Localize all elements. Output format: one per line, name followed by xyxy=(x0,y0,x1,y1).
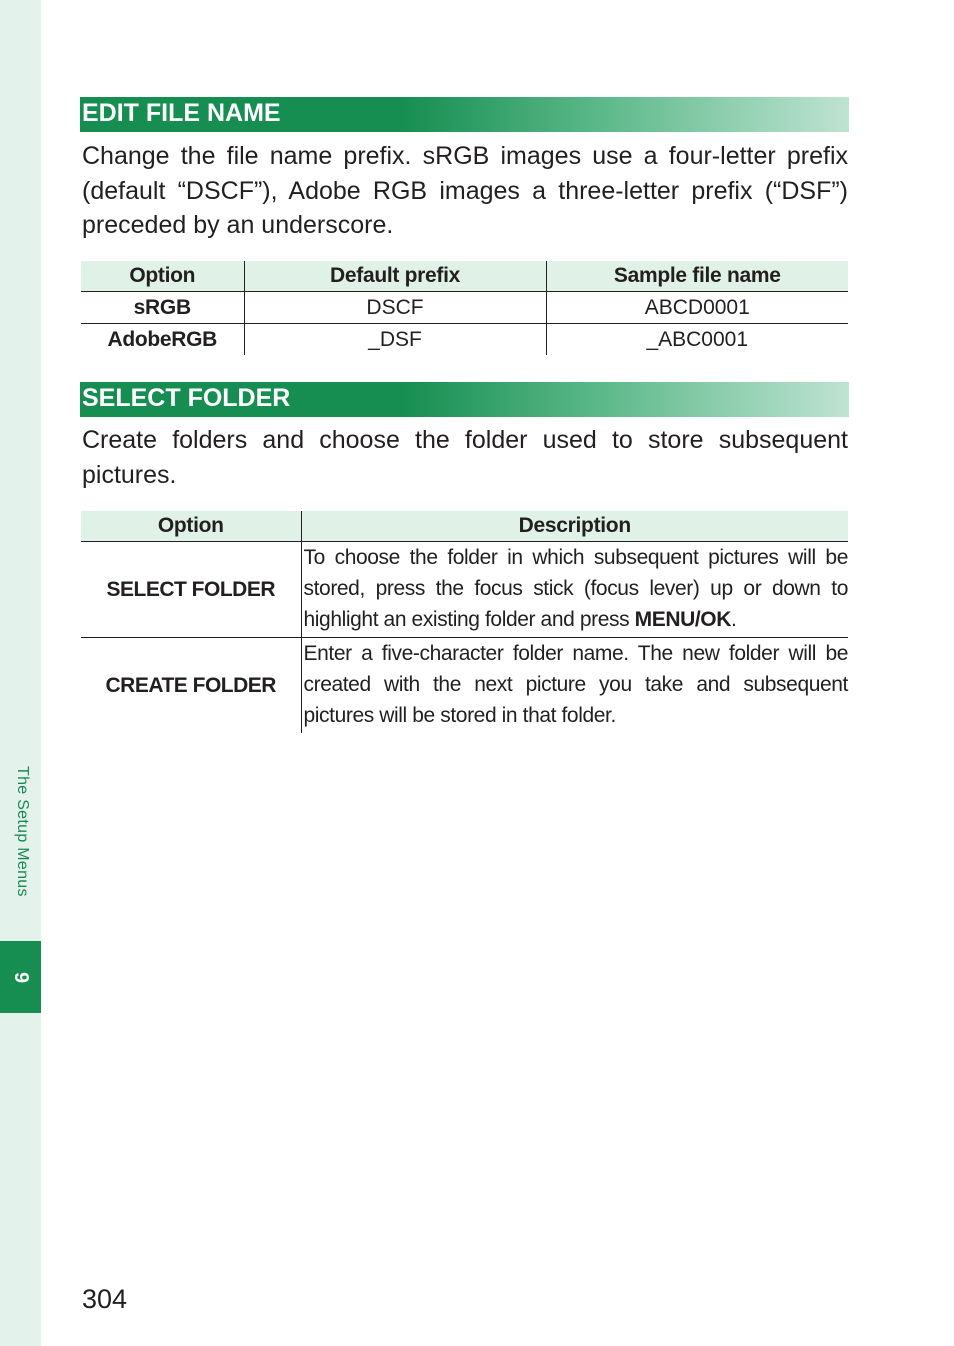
sample-cell: _ABC0001 xyxy=(546,324,848,356)
section-heading-edit-file-name: EDIT FILE NAME xyxy=(80,97,849,132)
column-header: Option xyxy=(81,261,244,292)
option-cell: SELECT FOLDER xyxy=(106,577,275,601)
description-cell xyxy=(301,638,848,734)
column-header: Description xyxy=(301,511,848,542)
table-row xyxy=(81,542,848,638)
section-heading-select-folder: SELECT FOLDER xyxy=(80,382,849,417)
page-number: 304 xyxy=(82,1284,128,1314)
option-cell: sRGB xyxy=(133,295,191,319)
prefix-table xyxy=(81,261,848,355)
chapter-tab xyxy=(0,941,41,1013)
description-text: To choose the folder in which subsequent pictures will be stored, press the focus stick (focus lever) up or down to highlight an existing folder and press xyxy=(303,546,848,631)
option-cell: CREATE FOLDER xyxy=(81,638,301,734)
sample-cell: ABCD0001 xyxy=(546,292,848,324)
edit-file-name-description: Change the file name prefix. sRGB images use a four-letter prefix (default “DSCF”), Adobe RGB images a three-letter prefix (“DSF”) preceded by an underscore. xyxy=(82,142,848,239)
table-header-row xyxy=(81,261,848,292)
table-header-row xyxy=(81,511,848,542)
chapter-section-label: The Setup Menus xyxy=(14,766,31,897)
description-cell xyxy=(301,542,848,638)
column-header: Option xyxy=(81,511,301,542)
chapter-number: 9 xyxy=(10,971,32,983)
option-cell: AdobeRGB xyxy=(81,324,244,356)
table-row xyxy=(81,292,848,324)
prefix-cell: _DSF xyxy=(244,324,546,356)
table-row xyxy=(81,324,848,356)
column-header: Sample file name xyxy=(546,261,848,292)
table-row xyxy=(81,638,848,734)
prefix-cell: DSCF xyxy=(244,292,546,324)
column-header: Default prefix xyxy=(244,261,546,292)
description-text: Enter a five-character folder name. The new folder will be created with the next picture you take and subsequent pictures will be stored in that folder. xyxy=(303,642,848,727)
folder-options-table xyxy=(81,511,848,733)
menu-ok-button-label: MENU/OK xyxy=(634,608,731,631)
select-folder-description: Create folders and choose the folder used to store subsequent pictures. xyxy=(82,426,848,489)
description-text: . xyxy=(731,608,737,631)
side-strip xyxy=(0,0,41,1346)
